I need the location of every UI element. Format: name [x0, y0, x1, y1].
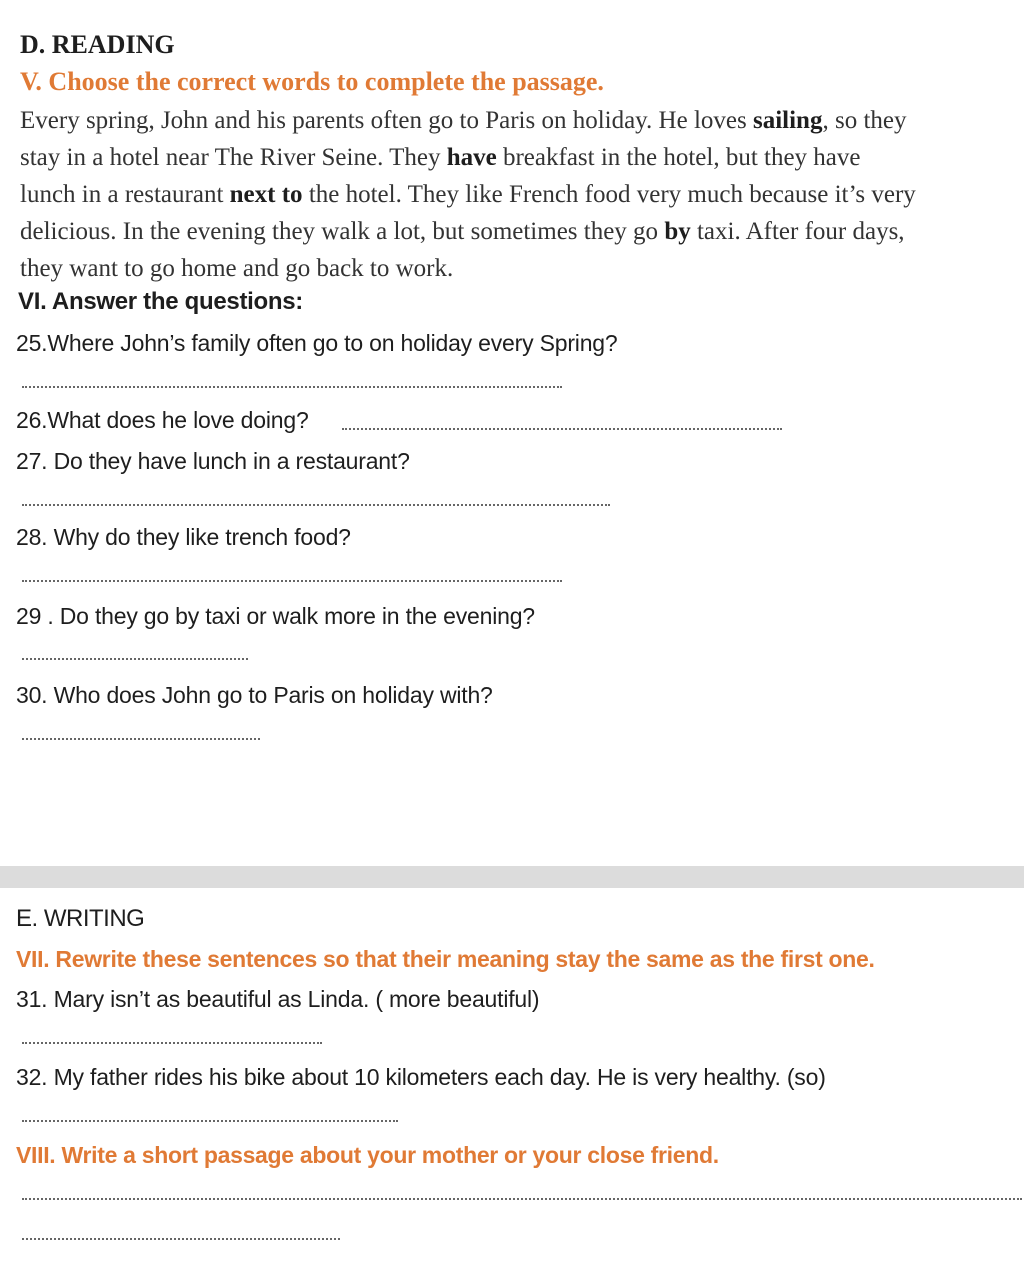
answer-line-31[interactable] — [22, 1042, 322, 1044]
answer-line-28[interactable] — [22, 580, 562, 582]
question-30: 30. Who does John go to Paris on holiday with? — [16, 682, 493, 708]
answer-line-viii-2[interactable] — [22, 1238, 340, 1240]
answer-line-29[interactable] — [22, 658, 248, 660]
answer-sailing: sailing — [752, 107, 823, 134]
part-v-heading: V. Choose the correct words to complete the passage. — [20, 67, 604, 96]
answer-line-viii-1[interactable] — [22, 1198, 1022, 1200]
section-e-heading: E. WRITING — [16, 905, 145, 932]
part-vii-heading: VII. Rewrite these sentences so that their meaning stay the same as the first one. — [16, 946, 875, 972]
question-31: 31. Mary isn’t as beautiful as Linda. ( more beautiful) — [16, 986, 540, 1012]
question-32: 32. My father rides his bike about 10 kilometers each day. He is very healthy. (so) — [16, 1064, 826, 1090]
answer-line-27[interactable] — [22, 504, 610, 506]
answer-have: have — [446, 144, 497, 171]
question-25: 25.Where John’s family often go to on holiday every Spring? — [16, 330, 618, 356]
question-28: 28. Why do they like trench food? — [16, 524, 351, 550]
passage-line-1: Every spring, John and his parents often go to Paris on holiday. He loves sailing, so they — [20, 107, 907, 134]
answer-by: by — [664, 218, 691, 245]
answer-line-26[interactable] — [342, 428, 782, 430]
passage-line-4: delicious. In the evening they walk a lot, but sometimes they go by taxi. After four days, — [20, 218, 905, 245]
part-viii-heading: VIII. Write a short passage about your mother or your close friend. — [16, 1142, 719, 1168]
answer-line-25[interactable] — [22, 386, 562, 388]
answer-next-to: next to — [229, 181, 303, 208]
passage-line-5: they want to go home and go back to work. — [20, 255, 454, 282]
passage-line-3: lunch in a restaurant next to the hotel. They like French food very much because it’s very — [20, 181, 916, 208]
answer-line-30[interactable] — [22, 738, 260, 740]
passage-line-2: stay in a hotel near The River Seine. They have breakfast in the hotel, but they have — [20, 144, 861, 171]
section-d-heading: D. READING — [20, 30, 175, 59]
part-vi-heading: VI. Answer the questions: — [18, 288, 303, 315]
answer-line-32[interactable] — [22, 1120, 398, 1122]
reading-passage — [20, 102, 1020, 287]
page-divider — [0, 866, 1024, 888]
question-27: 27. Do they have lunch in a restaurant? — [16, 448, 410, 474]
question-26: 26.What does he love doing? — [16, 407, 309, 433]
question-29: 29 . Do they go by taxi or walk more in the evening? — [16, 603, 535, 629]
